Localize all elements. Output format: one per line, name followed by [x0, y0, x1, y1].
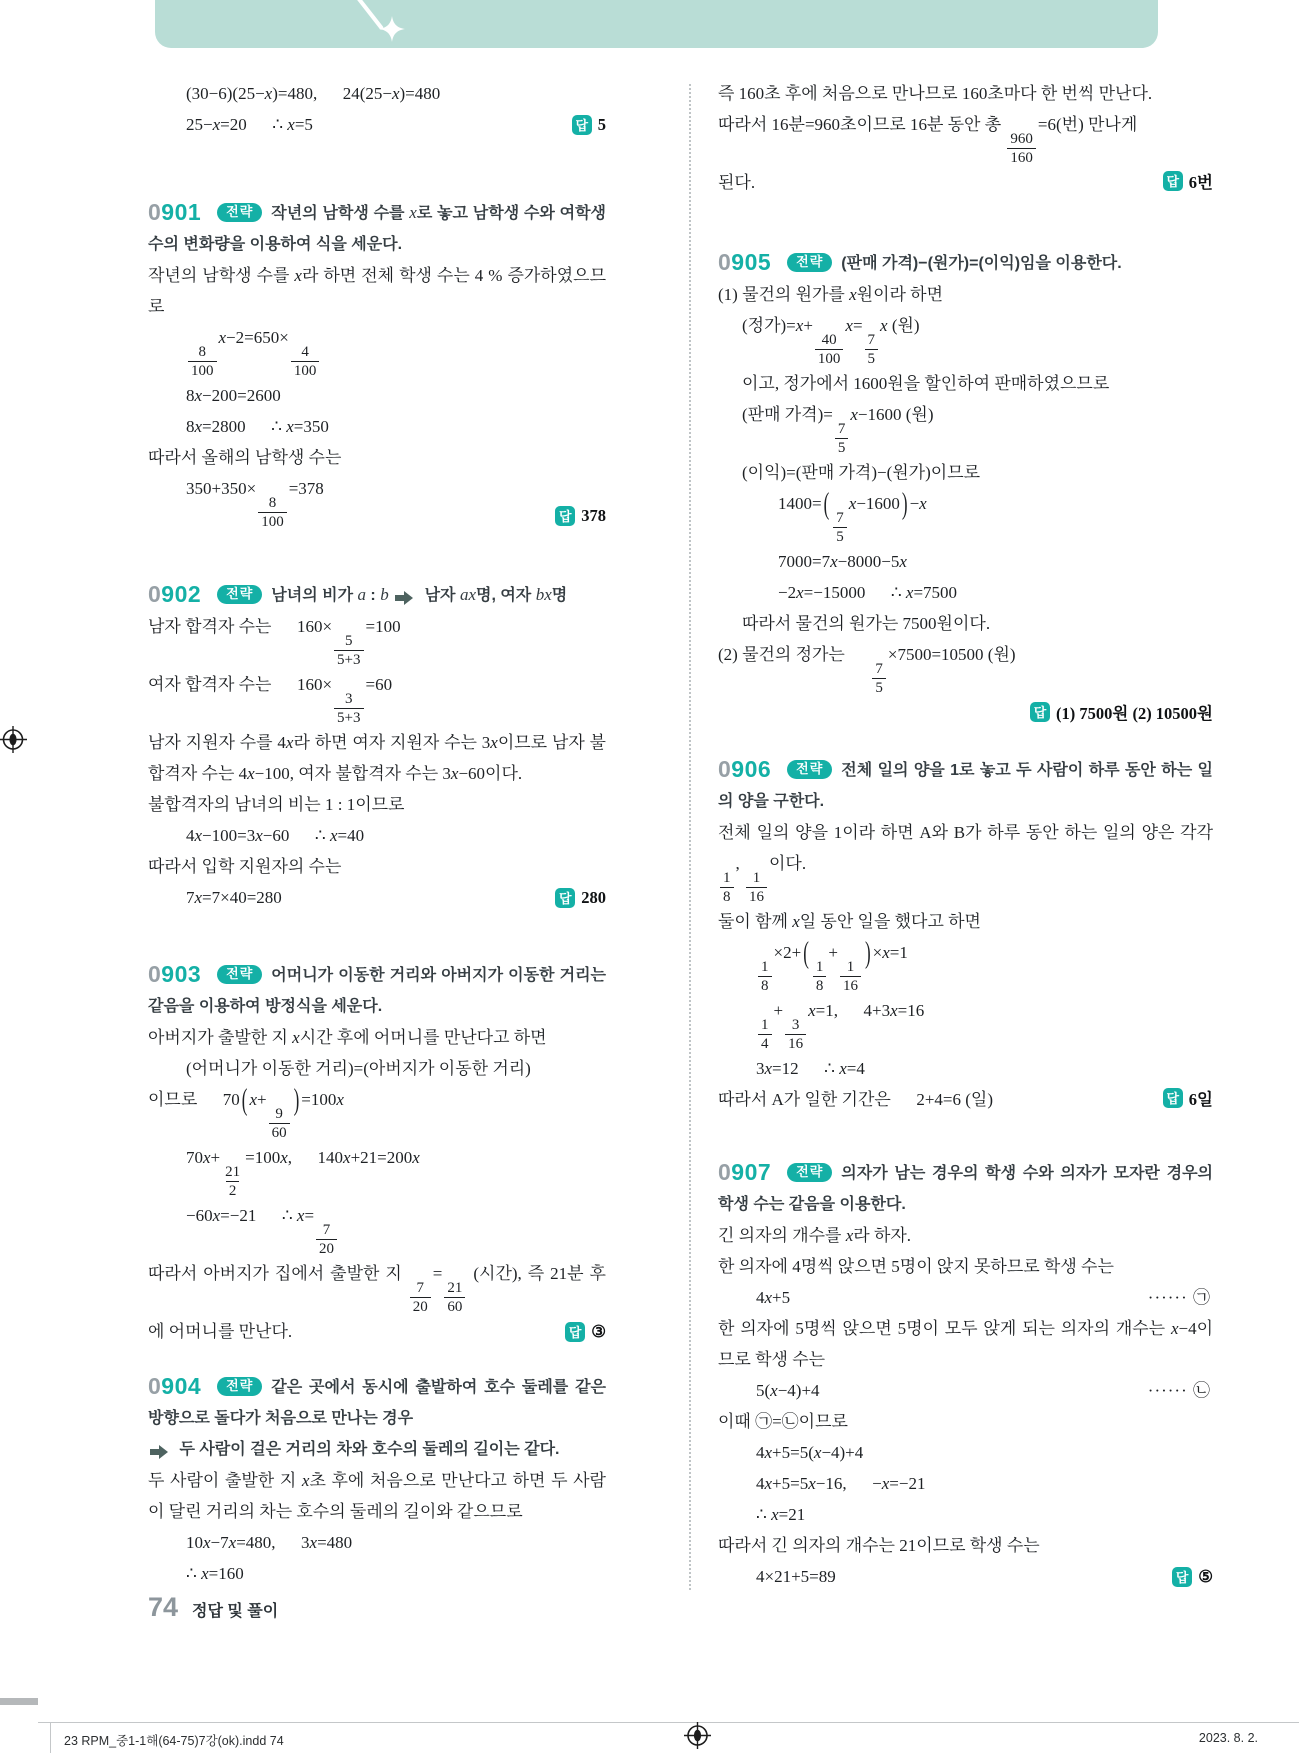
fraction-numerator: 3 — [791, 1017, 800, 1033]
header-decoration-band — [155, 0, 1158, 48]
fraction-denominator: 60 — [444, 1297, 465, 1316]
solution-line: 이고, 정가에서 1600원을 할인하여 판매하였으므로 — [742, 374, 1110, 393]
print-crop-rule — [38, 1722, 1299, 1723]
answer — [555, 888, 606, 908]
problem-number — [718, 1159, 771, 1185]
math-line: (30−6)(25−x)=480, 24(25−x)=480 — [186, 84, 441, 103]
math-line: 따라서 A가 일한 기간은 2+4=6 (일) 답 6일 — [718, 1084, 1213, 1115]
problem-number-leading-zero: 0 — [148, 581, 162, 607]
problem-number-leading-zero: 0 — [148, 1373, 162, 1399]
answer-value: ③ — [591, 1322, 606, 1341]
math-line: (정가)=x+ $\frac{40}{100}$ x= $\frac{7}{5}$ x (원) — [742, 316, 920, 367]
big-paren: ( — [803, 935, 809, 970]
math-line: 70x+ $\frac{21}{2}$ =100x, 140x+21=200x — [186, 1148, 420, 1199]
fraction-numerator: 9 — [275, 1106, 283, 1122]
print-date: 2023. 8. 2. — [1198, 1731, 1258, 1745]
problem-header: 0903 전략 어머니가 이동한 거리와 아버지가 이동한 거리는 같음을 이용하여 방정식을 세운다. — [148, 961, 606, 1015]
math-line: −60x=−21 ∴ x= $\frac{7}{20}$ — [148, 1200, 606, 1258]
big-paren: ) — [901, 486, 908, 521]
fraction-numerator: 7 — [416, 1280, 425, 1296]
math-line: $\frac{8}{100}$ x−2=650× $\frac{4}{100}$ — [148, 322, 606, 380]
fraction-numerator: 40 — [821, 332, 837, 348]
solution-line: 불합격자의 남녀의 비는 1 : 1이므로 — [148, 795, 405, 814]
problem-number — [148, 961, 201, 987]
solution-line: 남자 지원자 수를 4x라 하면 여자 지원자 수는 3x이므로 남자 불합격자 수는 4x−100, 여자 불합격자 수는 3x−60이다. — [148, 733, 606, 783]
fraction — [744, 869, 769, 906]
fraction-numerator: 21 — [447, 1280, 463, 1296]
reference-mark: ······ ㉡ — [1147, 1381, 1211, 1400]
solution-line: (이익)=(판매 가격)−(원가)이므로 — [742, 463, 981, 482]
solution-section — [148, 580, 606, 913]
fraction-numerator: 7 — [837, 421, 846, 437]
fraction — [1005, 130, 1038, 167]
math-line: 8x−200=2600 — [186, 386, 281, 405]
math-line: $\frac{1}{8}$ ×2+ ( $\frac{1}{8}$ + $\frac{1}{16}$ ) ×x=1 — [718, 937, 1213, 995]
fraction — [718, 869, 736, 906]
solution-line: 두 사람이 출발한 지 x초 후에 처음으로 만난다고 하면 두 사람이 달린 거리의 차는 호수의 둘레의 길이와 같으므로 — [148, 1471, 606, 1521]
fraction-denominator: 100 — [291, 361, 320, 380]
problem-number-leading-zero: 0 — [718, 1159, 732, 1185]
math-line: 10x−7x=480, 3x=480 — [186, 1533, 353, 1552]
strategy-badge: 전략 — [217, 1377, 262, 1396]
arrow-right-icon — [395, 591, 413, 605]
fraction-denominator: 160 — [1007, 148, 1036, 167]
problem-number-leading-zero: 0 — [148, 961, 162, 987]
fraction — [220, 1163, 245, 1200]
solution-line: 즉 160초 후에 처음으로 만나므로 160초마다 한 번씩 만난다. — [718, 84, 1153, 103]
fraction — [332, 632, 365, 669]
page-footer — [148, 1592, 278, 1623]
math-line: 4x+5=5x−16, −x=−21 — [756, 1474, 926, 1493]
fraction-numerator: 21 — [225, 1164, 241, 1180]
math-line: 4x−100=3x−60 ∴ x=40 — [186, 826, 365, 845]
math-line: 여자 합격자 수는 160× $\frac{3}{5+3}$ =60 — [148, 675, 393, 726]
solution-line: 된다. 답 6번 — [718, 167, 1213, 198]
math-line: 1400= ( $\frac{7}{5}$ x−1600 ) −x — [718, 488, 1213, 546]
math-line: 3x=12 ∴ x=4 — [756, 1059, 865, 1078]
fraction-numerator: 1 — [752, 870, 761, 886]
problem-number — [718, 756, 771, 782]
big-paren: ( — [823, 486, 830, 521]
problem-number-digits: 905 — [731, 249, 772, 275]
answer-value: 5 — [597, 115, 606, 134]
problem-header: 0901 전략 작년의 남학생 수를 x로 놓고 남학생 수와 여학생 수의 변화량을 이용하여 식을 세운다. — [148, 199, 606, 253]
problem-number-digits: 902 — [161, 581, 202, 607]
answer — [565, 1322, 606, 1342]
math-line: 25−x=20 ∴ x=5 답 5 — [186, 115, 606, 134]
math-line: 이므로 70 ( x+ $\frac{9}{60}$ ) =100x — [148, 1084, 606, 1142]
answer-value: 6번 — [1188, 173, 1213, 192]
fraction-numerator: 1 — [761, 959, 769, 975]
answer-badge: 답 — [1172, 1567, 1192, 1587]
fraction-numerator: 7 — [875, 661, 883, 677]
answer-badge: 답 — [565, 1322, 585, 1342]
fraction-numerator: 8 — [198, 344, 206, 360]
fraction — [267, 1105, 292, 1142]
strategy-badge: 전략 — [217, 203, 262, 222]
math-line: −2x=−15000 ∴ x=7500 — [778, 583, 958, 602]
fraction — [289, 343, 322, 380]
fraction — [833, 420, 851, 457]
answer-value: 378 — [581, 506, 606, 525]
math-line: 4×21+5=89 답 ⑤ — [756, 1567, 1213, 1586]
fraction — [813, 331, 846, 368]
fraction — [838, 958, 863, 995]
solution-line: 따라서 올해의 남학생 수는 — [148, 448, 342, 467]
fraction-numerator: 1 — [761, 1017, 769, 1033]
math-line: $\frac{1}{4}$ + $\frac{3}{16}$ x=1, 4+3x=16 — [718, 995, 1213, 1053]
page-number: 74 — [148, 1592, 179, 1622]
problem-number-digits: 903 — [161, 961, 202, 987]
answer-value: 280 — [581, 888, 606, 907]
fraction-numerator: 3 — [345, 691, 353, 707]
fraction-denominator: 5+3 — [334, 650, 363, 669]
fraction-numerator: 7 — [867, 332, 876, 348]
math-line: 4x+5=5(x−4)+4 — [756, 1443, 864, 1462]
problem-number-digits: 907 — [731, 1159, 772, 1185]
solution-line: 둘이 함께 x일 동안 일을 했다고 하면 — [718, 912, 981, 931]
math-line: 7000=7x−8000−5x — [778, 552, 907, 571]
fraction — [756, 958, 774, 995]
problem-number — [148, 1373, 201, 1399]
strategy-line: 두 사람이 걸은 거리의 차와 호수의 둘레의 길이는 같다. — [148, 1434, 606, 1465]
solution-section — [148, 198, 606, 531]
solution-line: (어머니가 이동한 거리)=(아버지가 이동한 거리) — [186, 1059, 531, 1078]
math-line: 4x+5 ······ ㉠ — [718, 1282, 1213, 1313]
print-filename: 23 RPM_중1-1해(64-75)7강(ok).indd 74 — [64, 1734, 284, 1748]
fraction-denominator: 100 — [188, 361, 217, 380]
answer — [1030, 700, 1213, 724]
fraction-numerator: 8 — [268, 495, 277, 511]
answer — [1163, 1086, 1213, 1110]
fraction — [783, 1016, 808, 1053]
answer — [1172, 1567, 1213, 1587]
math-line: 5(x−4)+4 ······ ㉡ — [718, 1375, 1213, 1406]
fraction-denominator: 16 — [840, 976, 861, 995]
math-line: 남자 합격자 수는 160× $\frac{5}{5+3}$ =100 — [148, 617, 401, 668]
math-line: (2) 물건의 정가는 $\frac{7}{5}$ ×7500=10500 (원) — [718, 645, 1016, 696]
fraction-numerator: 4 — [301, 344, 309, 360]
arrow-tail — [150, 1449, 159, 1455]
answer-badge: 답 — [1030, 702, 1050, 722]
answer — [572, 115, 606, 135]
problem-header: 0904 전략 같은 곳에서 동시에 출발하여 호수 둘레를 같은 방향으로 돌다가 처음으로 만나는 경우 — [148, 1373, 606, 1427]
solution-line: (1) 물건의 원가를 x원이라 하면 — [718, 285, 944, 304]
fraction-denominator: 5 — [835, 438, 849, 457]
fraction — [314, 1221, 339, 1258]
continued-solution — [718, 78, 1213, 198]
fraction — [863, 331, 881, 368]
math-line: (판매 가격)= $\frac{7}{5}$ x−1600 (원) — [742, 405, 934, 456]
fraction — [256, 494, 289, 531]
fraction-denominator: 5 — [872, 678, 886, 697]
fraction-denominator: 16 — [746, 887, 767, 906]
solution-line: 한 의자에 5명씩 앉으면 5명이 모두 앉게 되는 의자의 개수는 x−4이므로 학생 수는 — [718, 1319, 1213, 1369]
strategy-badge: 전략 — [217, 965, 262, 984]
big-paren: ) — [864, 935, 871, 970]
solution-line: 이때 ㉠=㉡이므로 — [718, 1412, 848, 1431]
arrow-tail — [395, 595, 404, 601]
sparkle-icon — [379, 16, 405, 42]
solution-line: 작년의 남학생 수를 x라 하면 전체 학생 수는 4 % 증가하였으므로 — [148, 266, 606, 316]
problem-number — [148, 199, 201, 225]
registration-mark-icon — [0, 726, 27, 753]
problem-header: 0907 전략 의자가 남는 경우의 학생 수와 의자가 모자란 경우의 학생 수는 같음을 이용한다. — [718, 1159, 1213, 1213]
problem-number-leading-zero: 0 — [718, 756, 732, 782]
solution-line: 따라서 아버지가 집에서 출발한 지 $\frac{7}{20}$ = $\frac{21}{60}$ (시간), 즉 21분 후에 어머니를 만난다. 답 ③ — [148, 1264, 606, 1341]
arrow-head — [404, 591, 413, 605]
fraction-denominator: 20 — [316, 1239, 337, 1258]
answer-badge: 답 — [1163, 1088, 1183, 1108]
fraction-denominator: 5+3 — [334, 708, 363, 727]
page-footer-label: 정답 및 풀이 — [192, 1603, 279, 1620]
arrow-head — [159, 1445, 168, 1459]
answer-value: 6일 — [1188, 1090, 1213, 1109]
math-line: ∴ x=160 — [186, 1564, 244, 1583]
registration-mark-icon — [684, 1722, 711, 1749]
problem-header: 0902 전략 남녀의 비가 a : b 남자 ax명, 여자 bx명 — [148, 581, 568, 607]
problem-number — [718, 249, 771, 275]
fraction-denominator: 4 — [758, 1034, 772, 1053]
solution-line: 한 의자에 4명씩 앉으면 5명이 앉지 못하므로 학생 수는 — [718, 1257, 1114, 1276]
fraction-denominator: 60 — [269, 1123, 290, 1142]
print-edge-mark — [0, 1698, 38, 1705]
problem-header: 0906 전략 전체 일의 양을 1로 놓고 두 사람이 하루 동안 하는 일의 양을 구한다. — [718, 756, 1213, 810]
problem-number-leading-zero: 0 — [718, 249, 732, 275]
problem-number-digits: 904 — [161, 1373, 202, 1399]
answer-badge: 답 — [555, 506, 575, 526]
problem-number-digits: 906 — [731, 756, 772, 782]
fraction — [442, 1279, 467, 1316]
fraction-denominator: 2 — [226, 1181, 240, 1200]
fraction-denominator: 8 — [720, 887, 734, 906]
arrow-right-icon — [150, 1445, 168, 1459]
answer — [555, 506, 606, 526]
fraction-numerator: 7 — [322, 1222, 331, 1238]
solution-section — [148, 960, 606, 1347]
fraction — [811, 958, 829, 995]
big-paren: ( — [241, 1082, 248, 1117]
answer — [1163, 169, 1213, 193]
continued-solution — [148, 78, 606, 140]
math-line: ∴ x=21 — [756, 1505, 806, 1524]
fraction-denominator: 5 — [865, 349, 879, 368]
fraction-denominator: 5 — [833, 527, 847, 546]
strategy-badge: 전략 — [787, 1163, 832, 1182]
problem-number-digits: 901 — [161, 199, 202, 225]
fraction-denominator: 20 — [410, 1297, 431, 1316]
fraction-numerator: 1 — [815, 959, 824, 975]
math-line: 8x=2800 ∴ x=350 — [186, 417, 329, 436]
fraction — [186, 343, 219, 380]
math-line: 7x=7×40=280 답 280 — [186, 888, 606, 907]
fraction-denominator: 8 — [758, 976, 772, 995]
fraction-numerator: 1 — [846, 959, 855, 975]
strategy-badge: 전략 — [217, 585, 262, 604]
solution-line: 따라서 입학 지원자의 수는 — [148, 857, 342, 876]
fraction — [831, 509, 849, 546]
solution-line: 따라서 물건의 원가는 7500원이다. — [742, 614, 991, 633]
answer-badge: 답 — [555, 888, 575, 908]
column-divider — [689, 84, 691, 1590]
answer-value: (1) 7500원 (2) 10500원 — [1056, 704, 1213, 723]
fraction-numerator: 5 — [345, 633, 353, 649]
fraction-denominator: 16 — [785, 1034, 806, 1053]
problem-header: 0905 전략 (판매 가격)−(원가)=(이익)임을 이용한다. — [718, 249, 1122, 275]
problem-number — [148, 581, 201, 607]
fraction-numerator: 7 — [836, 510, 844, 526]
answer-badge: 답 — [1163, 171, 1183, 191]
solution-line: 전체 일의 양을 1이라 하면 A와 B가 하루 동안 하는 일의 양은 각각 $\frac{1}{8}$ , $\frac{1}{16}$ 이다. — [718, 823, 1213, 905]
solution-section — [718, 248, 1213, 728]
solution-line: 아버지가 출발한 지 x시간 후에 어머니를 만난다고 하면 — [148, 1028, 547, 1047]
solution-line: 따라서 16분=960초이므로 16분 동안 총 $\frac{960}{160}$ =6(번) 만나게 — [718, 115, 1138, 166]
math-line: 350+350× $\frac{8}{100}$ =378 답 378 — [186, 479, 606, 530]
solution-line: 긴 의자의 개수를 x라 하자. — [718, 1226, 912, 1245]
answer-badge: 답 — [572, 115, 592, 135]
answer-value: ⑤ — [1198, 1567, 1213, 1586]
reference-mark: ······ ㉠ — [1147, 1288, 1211, 1307]
solution-line: 따라서 긴 의자의 개수는 21이므로 학생 수는 — [718, 1536, 1040, 1555]
fraction — [870, 660, 888, 697]
problem-number-leading-zero: 0 — [148, 199, 162, 225]
answer-line — [718, 697, 1213, 728]
fraction — [756, 1016, 774, 1053]
solution-section — [148, 1372, 606, 1589]
fraction — [332, 690, 365, 727]
fraction-numerator: 960 — [1010, 131, 1033, 147]
fraction-denominator: 100 — [258, 512, 287, 531]
strategy-badge: 전략 — [787, 253, 832, 272]
fraction-denominator: 8 — [813, 976, 827, 995]
print-crop-tick — [50, 1722, 51, 1753]
big-paren: ) — [293, 1082, 300, 1117]
solution-section — [718, 755, 1213, 1115]
fraction-denominator: 100 — [815, 349, 844, 368]
strategy-badge: 전략 — [787, 760, 832, 779]
solution-section — [718, 1158, 1213, 1592]
fraction-numerator: 1 — [723, 870, 731, 886]
fraction — [408, 1279, 433, 1316]
